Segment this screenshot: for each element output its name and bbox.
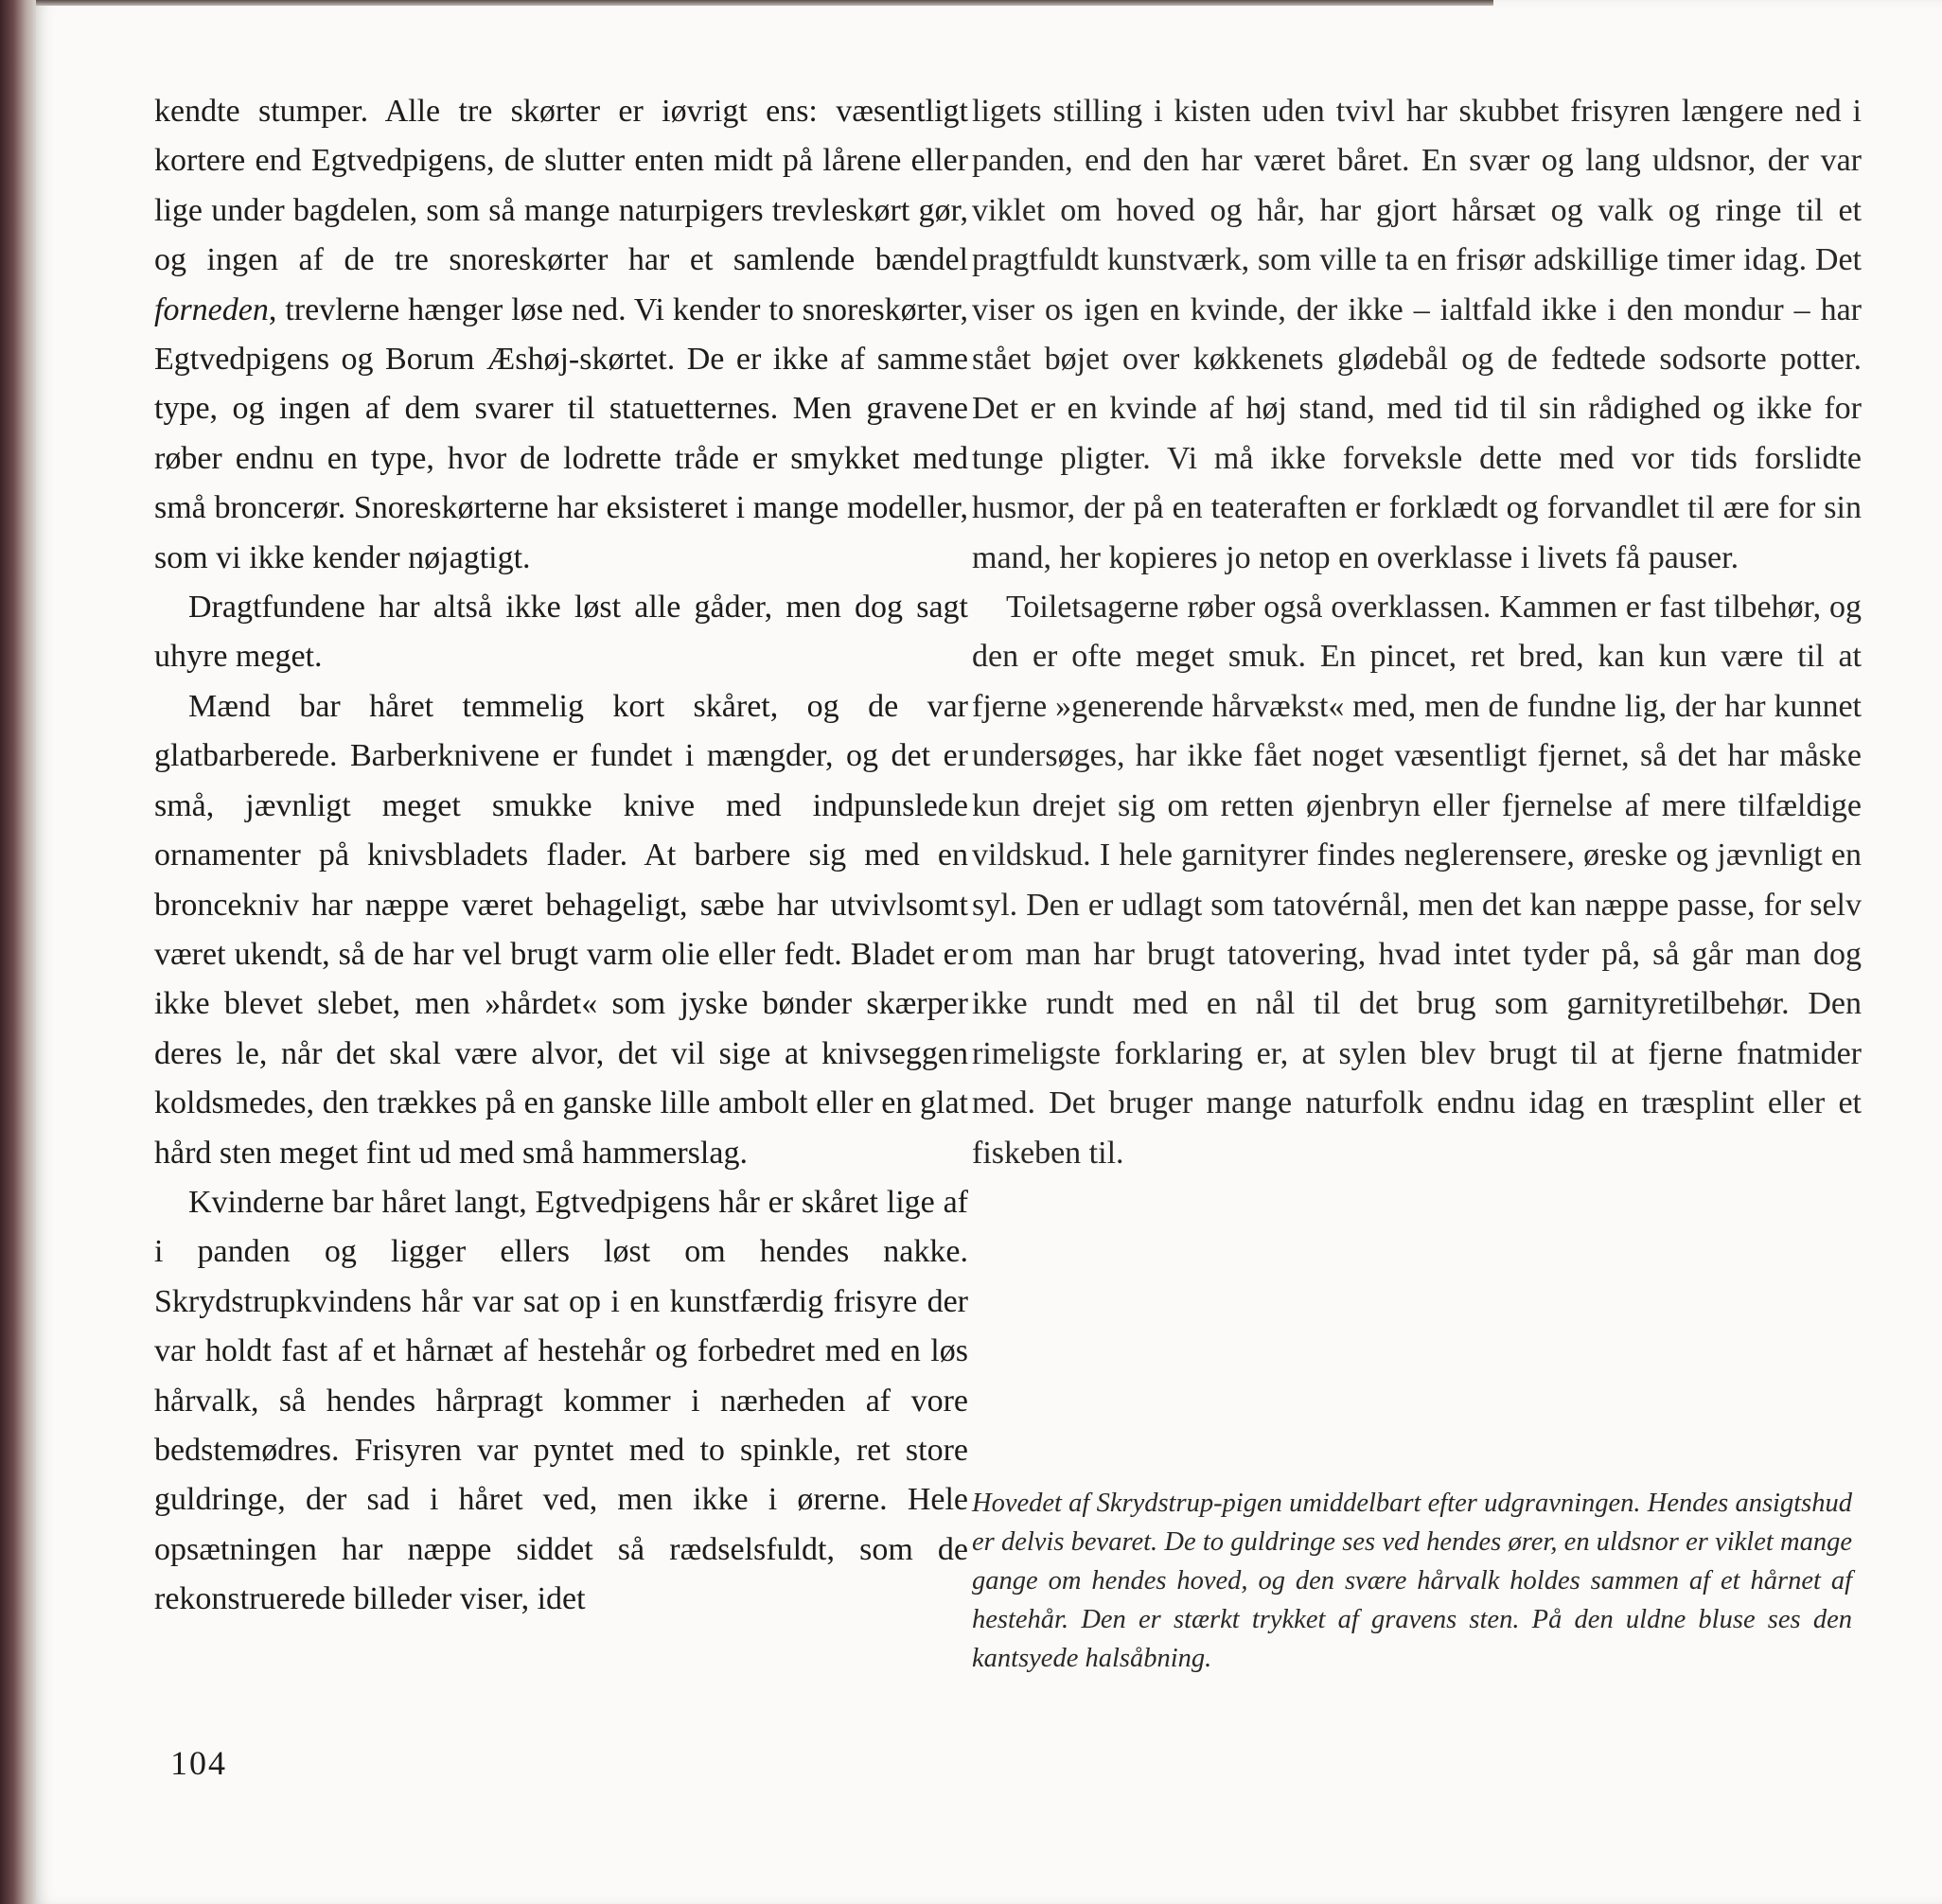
page-number: 104 bbox=[170, 1744, 227, 1782]
right-text-column bbox=[972, 87, 1862, 1178]
right-paragraph-2: Toiletsagerne røber også overklassen. Kammen er fast tilbehør, og den er ofte meget smuk. En pincet, ret bred, kan kun være til at fjerne »generende hårvækst« med, men de fundne lig, der har kunnet undersøges, har ikke fået noget væsentligt fjernet, så det har måske kun drejet sig om retten øjenbryn eller fjernelse af mere tilfældige vildskud. I hele garnityrer findes neglerensere, øreske og jævnligt en syl. Den er udlagt som tatovérnål, men det kan næppe passe, for selv om man har brugt tatovering, hvad intet tyder på, så går man dog ikke rundt med en nål til det brug som garnityretilbehør. Den rimeligste forklaring er, at sylen blev brugt til at fjerne fnatmider med. Det bruger mange naturfolk endnu idag en træsplint eller et fiskeben til. bbox=[972, 590, 1862, 1171]
left-p1-rest-text: , trevlerne hænger løse ned. Vi kender to snoreskørter, Egtvedpigens og Borum Æshøj-skørtet. De er ikke af samme type, og ingen af dem svarer til statuetternes. Men gravene røber endnu en type, hvor de lodrette tråde er smykket med små broncerør. Snoreskørterne har eksisteret i mange modeller, som vi ikke kender nøjagtigt. bbox=[154, 291, 968, 575]
left-p1-emphasis: forneden bbox=[154, 291, 269, 327]
left-text-column bbox=[154, 87, 968, 1625]
left-paragraph-4: Kvinderne bar håret langt, Egtvedpigens hår er skåret lige af i panden og ligger ellers løst om hendes nakke. Skrydstrupkvindens hår var sat op i en kunstfærdig frisyre der var holdt fast af et hårnæt af hestehår og forbedret med en løs hårvalk, så hendes hårpragt kommer i nærheden af vore bedstemødres. Frisyren var pyntet med to spinkle, ret store guldringe, der sad i håret ved, men ikke i ørerne. Hele opsætningen har næppe siddet så rædselsfuldt, som de rekonstruerede billeder viser, idet bbox=[154, 1184, 968, 1617]
right-paragraph-1: ligets stilling i kisten uden tvivl har skubbet frisyren længere ned i panden, end den har været båret. En svær og lang uldsnor, der var viklet om hoved og hår, har gjort hårsæt og valk og ringe til et pragtfuldt kunstværk, som ville ta en frisør adskillige timer idag. Det viser os igen en kvinde, der ikke – ialtfald ikke i den mondur – har stået bøjet over køkkenets glødebål og de fedtede sodsorte potter. Det er en kvinde af høj stand, med tid til sin rådighed og ikke for tunge pligter. Vi må ikke forveksle dette med vor tids forslidte husmor, der på en teateraften er forklædt og forvandlet til ære for sin mand, her kopieres jo netop en overklasse i livets få pauser. bbox=[972, 94, 1862, 575]
book-spine-shadow bbox=[0, 0, 36, 1904]
figure-caption: Hovedet af Skrydstrup-pigen umiddelbart efter udgravningen. Hendes ansigtshud er delvis bevaret. De to guldringe ses ved hendes ører, en uldsnor er viklet mange gange om hendes hoved, og den svære hårvalk holdes sammen af et hårnet af hestehår. Den er stærkt trykket af gravens sten. På den uldne bluse ses den kantsyede halsåbning. bbox=[972, 1489, 1852, 1673]
page-top-edge bbox=[36, 0, 1493, 6]
left-paragraph-3: Mænd bar håret temmelig kort skåret, og de var glatbarberede. Barberknivene er fundet i mængder, og det er små, jævnligt meget smukke knive med indpunslede ornamenter på knivsbladets flader. At barbere sig med en broncekniv har næppe været behageligt, sæbe har utvivlsomt været ukendt, så de har vel brugt varm olie eller fedt. Bladet er ikke blevet slebet, men »hårdet« som jyske bønder skærper deres le, når det skal være alvor, det vil sige at knivseggen koldsmedes, den trækkes på en ganske lille ambolt eller en glat hård sten meget fint ud med små hammerslag. bbox=[154, 688, 968, 1171]
left-p1-text: kendte stumper. Alle tre skørter er iøvrigt ens: væsentligt kortere end Egtvedpigens, de slutter enten midt på lårene eller lige under bagdelen, som så mange naturpigers trevleskørt gør, og ingen af de tre snoreskørter har et samlende bændel bbox=[154, 94, 968, 278]
left-paragraph-1 bbox=[154, 87, 968, 583]
left-paragraph-2: Dragtfundene har altså ikke løst alle gåder, men dog sagt uhyre meget. bbox=[154, 590, 968, 675]
